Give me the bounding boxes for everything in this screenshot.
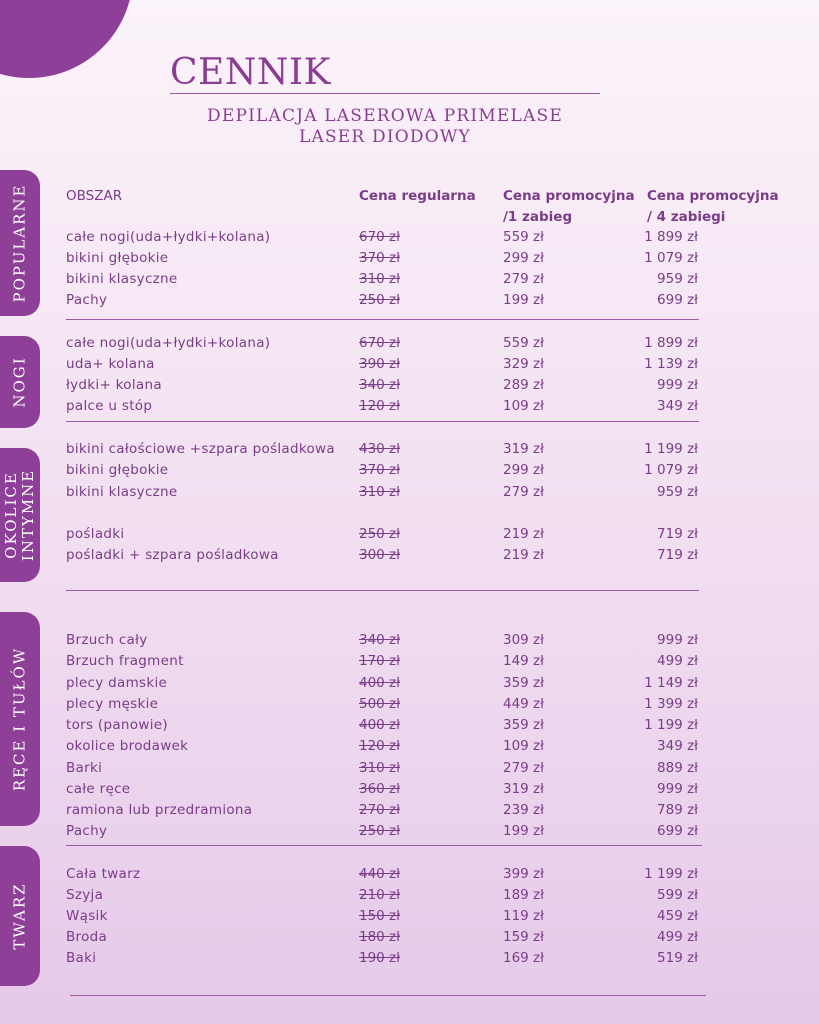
table-row <box>0 717 819 737</box>
regular-price: 180 zł <box>359 929 400 945</box>
regular-price: 340 zł <box>359 632 400 648</box>
title-underline <box>170 93 600 94</box>
tab-label: RĘCE I TUŁÓW <box>10 646 29 792</box>
regular-price: 670 zł <box>359 335 400 351</box>
regular-price: 670 zł <box>359 229 400 245</box>
regular-price: 400 zł <box>359 675 400 691</box>
table-row <box>0 887 819 907</box>
regular-price: 360 zł <box>359 781 400 797</box>
promo-price-1: 199 zł <box>503 292 544 308</box>
table-row <box>0 356 819 376</box>
regular-price: 190 zł <box>359 950 400 966</box>
table-row <box>0 653 819 673</box>
promo-price-4: 1 199 zł <box>644 866 698 882</box>
area-name: okolice brodawek <box>66 738 189 754</box>
area-name: Szyja <box>66 887 104 903</box>
promo-price-1: 279 zł <box>503 484 544 500</box>
header-promo1-line2: /1 zabieg <box>503 209 573 225</box>
promo-price-4: 1 149 zł <box>644 675 698 691</box>
regular-price: 390 zł <box>359 356 400 372</box>
regular-price: 310 zł <box>359 760 400 776</box>
promo-price-4: 789 zł <box>657 802 698 818</box>
table-row <box>0 271 819 291</box>
promo-price-4: 959 zł <box>657 484 698 500</box>
table-row <box>0 462 819 482</box>
promo-price-1: 449 zł <box>503 696 544 712</box>
table-row <box>0 292 819 312</box>
subtitle-line-2: LASER DIODOWY <box>299 127 471 147</box>
promo-price-4: 959 zł <box>657 271 698 287</box>
area-name: Brzuch cały <box>66 632 148 648</box>
table-row <box>0 250 819 270</box>
table-row <box>0 377 819 397</box>
promo-price-1: 219 zł <box>503 526 544 542</box>
table-row <box>0 696 819 716</box>
promo-price-1: 289 zł <box>503 377 544 393</box>
regular-price: 400 zł <box>359 717 400 733</box>
regular-price: 120 zł <box>359 738 400 754</box>
promo-price-1: 279 zł <box>503 760 544 776</box>
regular-price: 250 zł <box>359 526 400 542</box>
regular-price: 150 zł <box>359 908 400 924</box>
promo-price-4: 699 zł <box>657 292 698 308</box>
promo-price-4: 499 zł <box>657 929 698 945</box>
table-row <box>0 675 819 695</box>
promo-price-4: 1 399 zł <box>644 696 698 712</box>
regular-price: 430 zł <box>359 441 400 457</box>
promo-price-4: 999 zł <box>657 377 698 393</box>
promo-price-4: 349 zł <box>657 398 698 414</box>
table-row <box>0 484 819 504</box>
promo-price-4: 699 zł <box>657 823 698 839</box>
promo-price-1: 319 zł <box>503 441 544 457</box>
regular-price: 310 zł <box>359 484 400 500</box>
area-name: bikini głębokie <box>66 462 169 478</box>
tab-label: POPULARNE <box>10 183 29 303</box>
promo-price-4: 349 zł <box>657 738 698 754</box>
promo-price-1: 329 zł <box>503 356 544 372</box>
tab-label: NOGI <box>10 356 29 408</box>
promo-price-1: 169 zł <box>503 950 544 966</box>
area-name: bikini głębokie <box>66 250 169 266</box>
promo-price-4: 499 zł <box>657 653 698 669</box>
area-name: Broda <box>66 929 108 945</box>
regular-price: 370 zł <box>359 462 400 478</box>
promo-price-4: 519 zł <box>657 950 698 966</box>
regular-price: 300 zł <box>359 547 400 563</box>
decorative-circle <box>0 0 133 78</box>
regular-price: 120 zł <box>359 398 400 414</box>
section-divider <box>66 590 699 591</box>
table-row <box>0 866 819 886</box>
table-row <box>0 526 819 546</box>
promo-price-1: 399 zł <box>503 866 544 882</box>
regular-price: 370 zł <box>359 250 400 266</box>
regular-price: 170 zł <box>359 653 400 669</box>
area-name: bikini klasyczne <box>66 271 178 287</box>
promo-price-1: 109 zł <box>503 398 544 414</box>
promo-price-4: 1 139 zł <box>644 356 698 372</box>
area-name: tors (panowie) <box>66 717 168 733</box>
table-row <box>0 547 819 567</box>
promo-price-4: 1 079 zł <box>644 462 698 478</box>
promo-price-4: 889 zł <box>657 760 698 776</box>
promo-price-1: 299 zł <box>503 462 544 478</box>
area-name: całe nogi(uda+łydki+kolana) <box>66 335 271 351</box>
table-row <box>0 823 819 843</box>
promo-price-1: 189 zł <box>503 887 544 903</box>
subtitle-line-1: DEPILACJA LASEROWA PRIMELASE <box>207 106 563 126</box>
table-row <box>0 738 819 758</box>
header-area: OBSZAR <box>66 188 123 204</box>
promo-price-1: 109 zł <box>503 738 544 754</box>
promo-price-4: 719 zł <box>657 526 698 542</box>
section-divider <box>70 995 706 996</box>
area-name: Brzuch fragment <box>66 653 184 669</box>
promo-price-1: 159 zł <box>503 929 544 945</box>
area-name: pośladki <box>66 526 125 542</box>
section-divider <box>66 319 699 320</box>
area-name: palce u stóp <box>66 398 153 414</box>
header-promo4-line1: Cena promocyjna <box>647 188 779 204</box>
regular-price: 340 zł <box>359 377 400 393</box>
header-promo1-line1: Cena promocyjna <box>503 188 635 204</box>
table-row <box>0 929 819 949</box>
regular-price: 310 zł <box>359 271 400 287</box>
regular-price: 210 zł <box>359 887 400 903</box>
regular-price: 250 zł <box>359 823 400 839</box>
regular-price: 500 zł <box>359 696 400 712</box>
tab-label: TWARZ <box>10 882 29 950</box>
area-name: Baki <box>66 950 97 966</box>
table-row <box>0 229 819 249</box>
header-promo4-line2: / 4 zabiegi <box>647 209 726 225</box>
area-name: plecy męskie <box>66 696 159 712</box>
regular-price: 270 zł <box>359 802 400 818</box>
area-name: całe ręce <box>66 781 131 797</box>
promo-price-4: 1 899 zł <box>644 229 698 245</box>
promo-price-1: 359 zł <box>503 675 544 691</box>
promo-price-1: 319 zł <box>503 781 544 797</box>
area-name: Pachy <box>66 292 108 308</box>
promo-price-4: 1 199 zł <box>644 441 698 457</box>
promo-price-1: 309 zł <box>503 632 544 648</box>
area-name: całe nogi(uda+łydki+kolana) <box>66 229 271 245</box>
promo-price-1: 359 zł <box>503 717 544 733</box>
area-name: Wąsik <box>66 908 108 924</box>
promo-price-1: 559 zł <box>503 335 544 351</box>
promo-price-1: 219 zł <box>503 547 544 563</box>
table-row <box>0 335 819 355</box>
area-name: bikini klasyczne <box>66 484 178 500</box>
area-name: łydki+ kolana <box>66 377 162 393</box>
table-row <box>0 781 819 801</box>
area-name: uda+ kolana <box>66 356 155 372</box>
promo-price-1: 199 zł <box>503 823 544 839</box>
promo-price-1: 299 zł <box>503 250 544 266</box>
promo-price-4: 719 zł <box>657 547 698 563</box>
promo-price-4: 999 zł <box>657 781 698 797</box>
promo-price-4: 1 199 zł <box>644 717 698 733</box>
area-name: Cała twarz <box>66 866 141 882</box>
table-row <box>0 802 819 822</box>
table-row <box>0 398 819 418</box>
page-title: CENNIK <box>170 52 331 93</box>
regular-price: 250 zł <box>359 292 400 308</box>
table-row <box>0 441 819 461</box>
promo-price-1: 149 zł <box>503 653 544 669</box>
area-name: plecy damskie <box>66 675 168 691</box>
table-row <box>0 950 819 970</box>
promo-price-1: 119 zł <box>503 908 544 924</box>
promo-price-4: 599 zł <box>657 887 698 903</box>
regular-price: 440 zł <box>359 866 400 882</box>
table-row <box>0 632 819 652</box>
section-divider <box>66 845 702 846</box>
promo-price-1: 239 zł <box>503 802 544 818</box>
promo-price-4: 459 zł <box>657 908 698 924</box>
promo-price-4: 1 079 zł <box>644 250 698 266</box>
promo-price-1: 559 zł <box>503 229 544 245</box>
promo-price-1: 279 zł <box>503 271 544 287</box>
header-regular: Cena regularna <box>359 188 476 204</box>
promo-price-4: 999 zł <box>657 632 698 648</box>
area-name: pośladki + szpara pośladkowa <box>66 547 279 563</box>
table-row <box>0 908 819 928</box>
table-row <box>0 760 819 780</box>
area-name: Pachy <box>66 823 108 839</box>
promo-price-4: 1 899 zł <box>644 335 698 351</box>
tab-label: OKOLICE INTYMNE <box>2 468 37 562</box>
section-divider <box>66 421 699 422</box>
area-name: Barki <box>66 760 103 776</box>
area-name: bikini całościowe +szpara pośladkowa <box>66 441 335 457</box>
area-name: ramiona lub przedramiona <box>66 802 253 818</box>
